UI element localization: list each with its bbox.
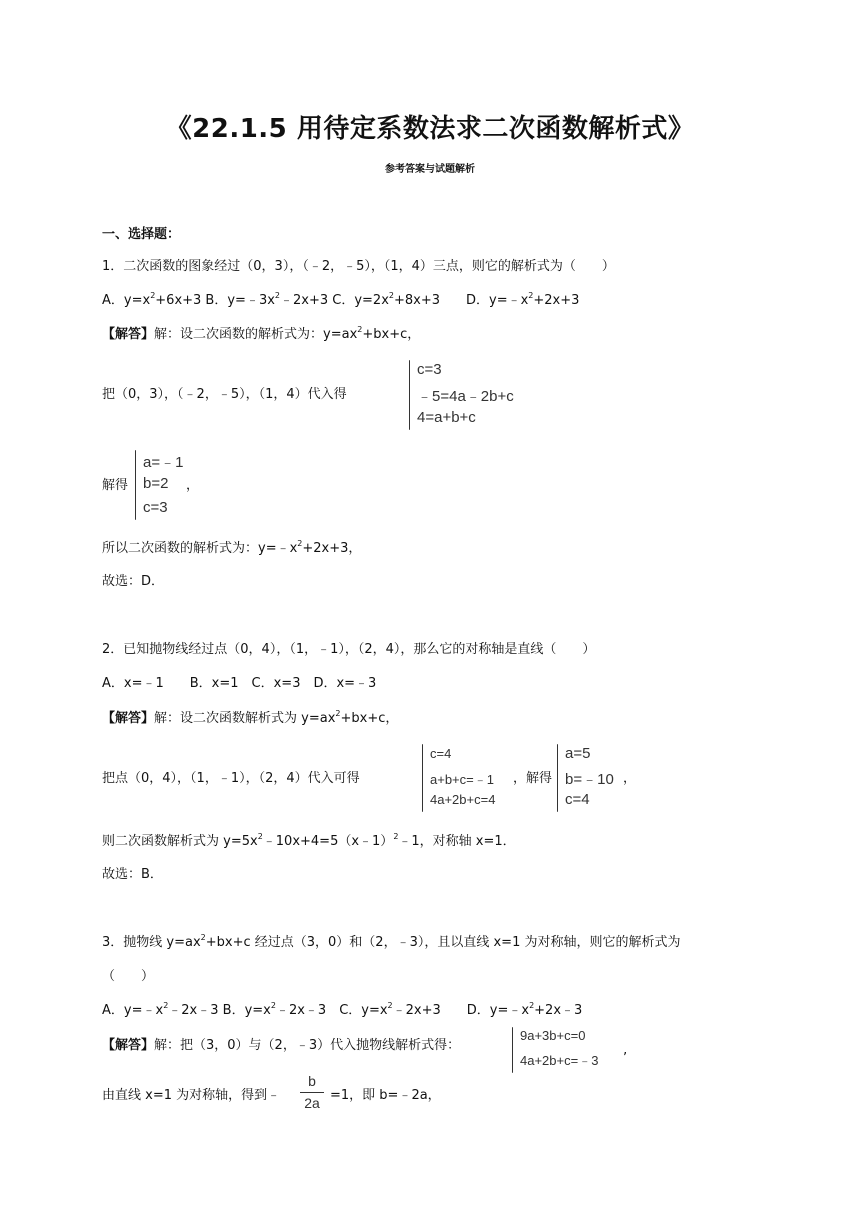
q2-solve-tail: ，: [623, 771, 637, 786]
page-subtitle: 参考答案与试题解析: [385, 164, 475, 175]
q3-stem: 3．抛物线 $y=ax^2+bx+c$ 经过点（3，0）和（2，﹣3），且以直线 x=1 为对称轴，则它的解析式为: [102, 933, 681, 950]
q1-stem: 1．二次函数的图象经过（0，3），（﹣2，﹣5），（1，4）三点，则它的解析式为（ ）: [102, 259, 615, 274]
q1-solve-text: 解得: [102, 478, 129, 493]
q3-stem-line2: （ ）: [102, 969, 155, 984]
page-title: 《22.1.5 用待定系数法求二次函数解析式》: [165, 114, 695, 144]
q2-equation-system: c=4 a+b+c=﹣1 4a+2b+c=4: [422, 744, 518, 814]
q1-answer-intro: 【解答】解：设二次函数的解析式为：$y=ax^2+bx+c$，: [102, 325, 421, 342]
q1-options: A．$y=x^2+6x+3$ B．$y=﹣3x^2﹣2x+3$ C．$y=2x^2+8x+3$ D．$y=﹣x^2+2x+3$: [102, 291, 580, 308]
q3-answer-intro: 【解答】解：把（3，0）与（2，﹣3）代入抛物线解析式得：: [102, 1038, 461, 1053]
q2-result: 则二次函数解析式为 $y=5x^2﹣10x+4=5(x﹣1)^2﹣1$，对称轴 x=1．: [102, 832, 516, 849]
q1-choice: 故选：D．: [102, 574, 165, 589]
q2-options: A．x=﹣1 B．x=1 C．x=3 D．x=﹣3: [102, 676, 377, 691]
q1-result: 所以二次函数的解析式为：$y=﹣x^2+2x+3$，: [102, 539, 362, 556]
q3-fraction: b 2a: [292, 1072, 332, 1118]
q3-axis-text: 由直线 x=1 为对称轴，得到﹣: [102, 1088, 281, 1103]
q1-solution-system: a=﹣1 b=2 c=3: [135, 450, 195, 522]
q2-substitute-text: 把点（0，4），（1，﹣1），（2，4）代入可得: [102, 771, 360, 786]
q1-substitute-text: 把（0，3），（﹣2，﹣5），（1，4）代入得: [102, 387, 347, 402]
q3-options: A．$y=﹣x^2﹣2x﹣3$ B．$y=x^2﹣2x﹣3$ C．$y=x^2﹣2x+3$ D．$y=﹣x^2+2x﹣3$: [102, 1001, 583, 1018]
q2-stem: 2．已知抛物线经过点（0，4），（1，﹣1），（2，4），那么它的对称轴是直线（ ）: [102, 642, 596, 657]
q3-equation-system: 9a+3b+c=0 4a+2b+c=﹣3: [512, 1027, 632, 1075]
q3-system-tail: ’: [623, 1051, 628, 1066]
q1-solve-tail: ，: [186, 478, 200, 493]
q2-solve-text: ，解得: [513, 771, 553, 786]
q3-axis-rest: =1，即 b=﹣2a，: [330, 1088, 441, 1103]
q2-answer-intro: 【解答】解：设二次函数解析式为 $y=ax^2+bx+c$，: [102, 709, 399, 726]
q2-solution-system: a=5 b=﹣10 c=4: [557, 744, 627, 814]
q2-choice: 故选：B．: [102, 867, 163, 882]
section-heading: 一、选择题：: [102, 227, 181, 242]
q1-equation-system: c=3 ﹣5=4a﹣2b+c 4=a+b+c: [409, 360, 529, 432]
